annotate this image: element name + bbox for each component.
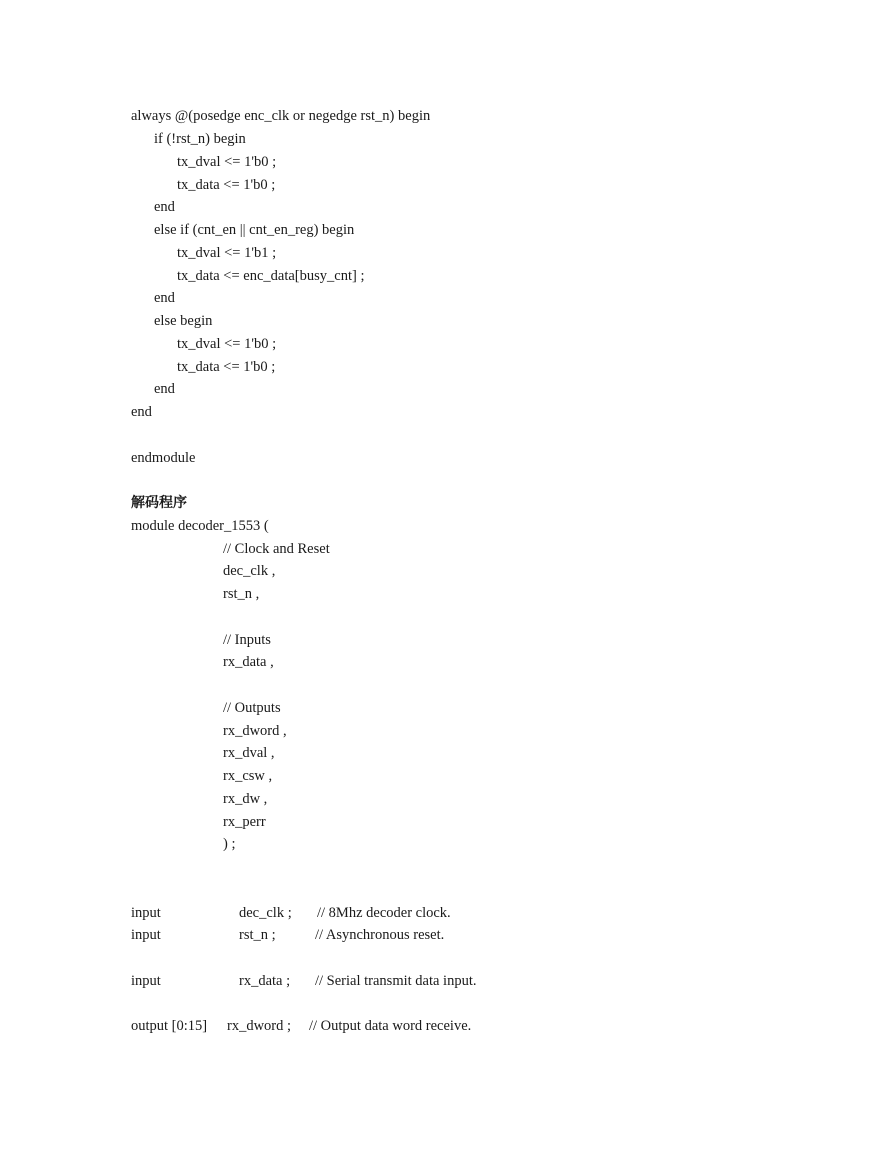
code-line: rst_n , [223,586,260,602]
port-direction: input [131,973,161,989]
port-name: rx_dword ; [227,1018,292,1034]
code-line: dec_clk , [223,563,276,579]
code-line: end [154,381,175,397]
code-line: rx_perr [223,814,266,830]
port-declaration [131,904,531,922]
code-line: module decoder_1553 ( [131,518,269,534]
code-line: tx_data <= enc_data[busy_cnt] ; [177,268,365,284]
code-line: tx_dval <= 1'b0 ; [177,336,277,352]
port-declaration [131,926,531,944]
port-declaration [131,1017,531,1035]
port-direction: input [131,905,161,921]
code-comment: // Outputs [223,700,281,716]
port-direction: input [131,927,161,943]
code-line: end [154,199,175,215]
code-line: tx_data <= 1'b0 ; [177,359,276,375]
code-line: rx_dw , [223,791,268,807]
port-comment: // Asynchronous reset. [315,927,445,943]
section-heading: 解码程序 [131,495,187,511]
code-line: endmodule [131,450,196,466]
code-line: end [131,404,152,420]
port-comment: // 8Mhz decoder clock. [317,905,451,921]
code-line: rx_data , [223,654,274,670]
code-line: ) ; [223,836,236,852]
code-line: always @(posedge enc_clk or negedge rst_n) begin [131,108,431,124]
code-line: tx_data <= 1'b0 ; [177,177,276,193]
code-line: tx_dval <= 1'b1 ; [177,245,277,261]
code-comment: // Clock and Reset [223,541,330,557]
code-comment: // Inputs [223,632,271,648]
code-line: rx_csw , [223,768,273,784]
port-name: rx_data ; [239,973,291,989]
port-declaration [131,972,531,990]
port-comment: // Serial transmit data input. [315,973,477,989]
port-comment: // Output data word receive. [309,1018,472,1034]
port-name: rst_n ; [239,927,276,943]
code-line: rx_dval , [223,745,275,761]
code-line: end [154,290,175,306]
code-line: else if (cnt_en || cnt_en_reg) begin [154,222,355,238]
port-name: dec_clk ; [239,905,292,921]
code-line: rx_dword , [223,723,287,739]
code-line: else begin [154,313,213,329]
code-line: if (!rst_n) begin [154,131,246,147]
port-direction: output [0:15] [131,1018,208,1034]
code-line: tx_dval <= 1'b0 ; [177,154,277,170]
